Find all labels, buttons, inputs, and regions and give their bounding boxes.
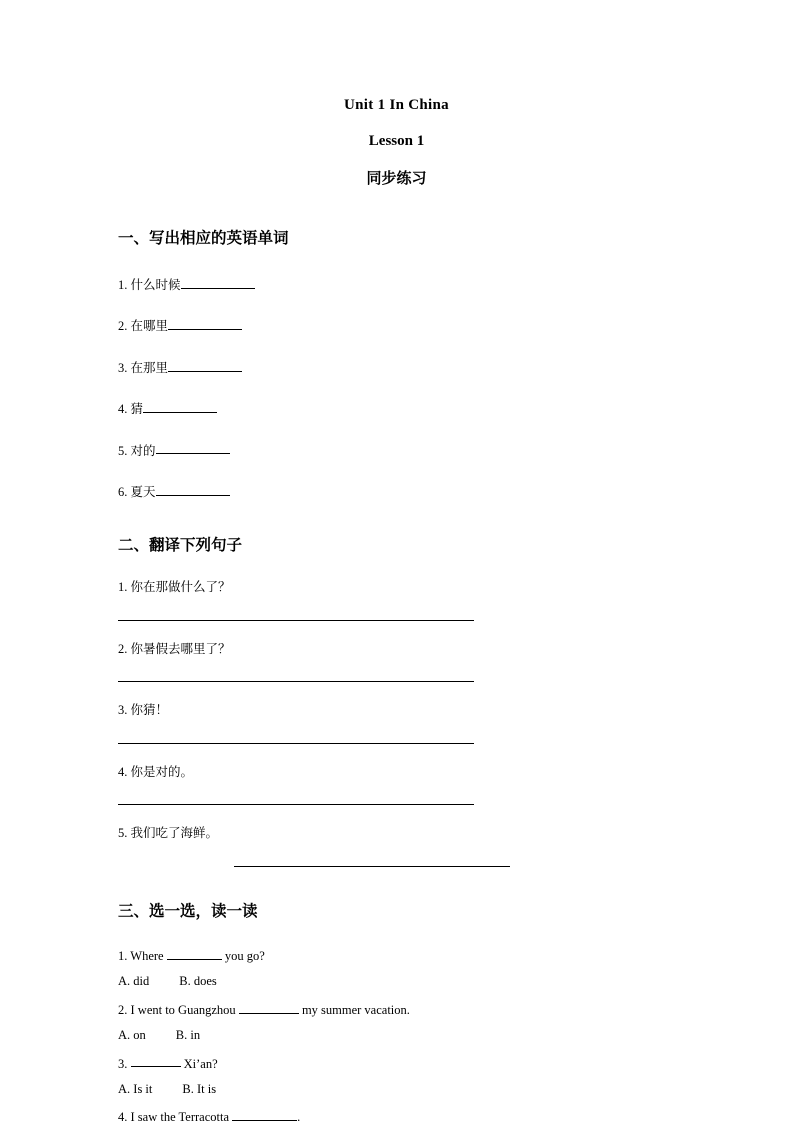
list-item [118, 766, 675, 806]
answer-blank[interactable] [131, 1055, 181, 1068]
section-two-heading: 二、翻译下列句子 [118, 536, 243, 555]
answer-blank[interactable] [168, 359, 242, 372]
mc-options-1 [118, 975, 675, 988]
answer-blank[interactable] [232, 1108, 297, 1121]
list-item [118, 581, 675, 621]
mc-prompt-after: you go? [221, 948, 265, 963]
answer-line[interactable] [118, 743, 474, 744]
list-item [118, 704, 675, 744]
list-item [118, 827, 675, 867]
answer-blank[interactable] [156, 442, 230, 455]
mc-option-b[interactable]: B. does [179, 974, 217, 989]
translation-prompt-4: 4. 你是对的。 [118, 764, 194, 779]
translation-prompt-3: 3. 你猜！ [118, 703, 169, 718]
section-one-list [118, 276, 675, 498]
mc-question-2 [118, 1001, 675, 1016]
mc-question-1 [118, 947, 675, 962]
word-prompt-5: 5. 对的 [118, 443, 156, 458]
word-prompt-3: 3. 在那里 [118, 360, 169, 375]
mc-options-2 [118, 1029, 675, 1042]
answer-line[interactable] [234, 866, 510, 867]
word-prompt-1: 1. 什么时候 [118, 277, 181, 292]
word-prompt-6: 6. 夏天 [118, 484, 156, 499]
mc-option-a[interactable]: A. on [118, 1028, 146, 1042]
mc-prompt-before: 3. [118, 1056, 131, 1071]
mc-option-b[interactable]: B. in [175, 1028, 201, 1042]
document-title-lesson: Lesson 1 [368, 133, 425, 149]
answer-line[interactable] [118, 620, 474, 621]
mc-option-a[interactable]: A. did [118, 974, 150, 989]
list-item [118, 643, 675, 683]
answer-blank[interactable] [156, 483, 230, 496]
mc-prompt-before: 2. I went to Guangzhou [118, 1002, 239, 1017]
section-one-heading: 一、写出相应的英语单词 [118, 229, 289, 247]
answer-blank[interactable] [168, 317, 242, 330]
answer-blank[interactable] [167, 947, 222, 960]
mc-prompt-after: . [297, 1110, 301, 1124]
list-item [118, 359, 675, 374]
list-item [118, 317, 675, 332]
list-item [118, 483, 675, 498]
mc-prompt-after: my summer vacation. [298, 1002, 410, 1017]
translation-prompt-1: 1. 你在那做什么了？ [118, 580, 231, 595]
section-two-list [118, 581, 675, 867]
word-prompt-2: 2. 在哪里 [118, 319, 169, 334]
section-three-list [118, 947, 675, 1124]
mc-options-3 [118, 1083, 675, 1096]
answer-blank[interactable] [181, 276, 255, 289]
translation-prompt-5: 5. 我们吃了海鲜。 [118, 826, 219, 841]
translation-prompt-2: 2. 你暑假去哪里了？ [118, 641, 231, 656]
mc-option-a[interactable]: A. Is it [118, 1081, 153, 1096]
document-title-subtitle: 同步练习 [366, 169, 427, 187]
list-item [118, 276, 675, 291]
answer-blank[interactable] [239, 1001, 299, 1014]
mc-prompt-before: 1. Where [118, 948, 167, 963]
word-prompt-4: 4. 猜 [118, 402, 144, 416]
list-item [118, 400, 675, 415]
mc-question-3 [118, 1055, 675, 1070]
mc-prompt-after: Xi’an? [180, 1056, 218, 1071]
list-item [118, 442, 675, 457]
answer-blank[interactable] [143, 400, 217, 413]
section-three-heading: 三、选一选，读一读 [118, 901, 258, 920]
answer-line[interactable] [118, 681, 474, 682]
answer-line[interactable] [118, 804, 474, 805]
document-title-unit: Unit 1 In China [344, 97, 449, 113]
mc-option-b[interactable]: B. It is [182, 1081, 217, 1096]
mc-question-4 [118, 1108, 675, 1123]
mc-prompt-before: 4. I saw the Terracotta [118, 1110, 233, 1124]
